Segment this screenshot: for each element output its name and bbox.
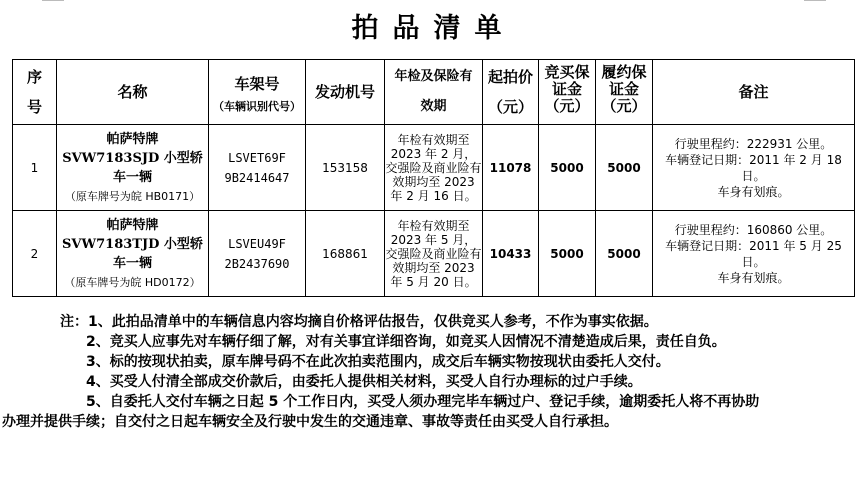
frame-part-1: LSVEU49F <box>228 236 286 251</box>
row-deposit: 5000 <box>539 211 596 297</box>
header-start-price: 起拍价（元） <box>483 60 539 125</box>
row-index: 1 <box>13 125 57 211</box>
row-performance: 5000 <box>596 125 653 211</box>
table-row <box>13 211 855 297</box>
note-2: 2、竞买人应事先对车辆仔细了解，对有关事宜详细咨询，如竞买人因情况不清楚造成后果，责任自负。 <box>86 334 726 350</box>
row-remark <box>653 125 855 211</box>
vehicle-name: 帕萨特牌 SVW7183SJD 小型轿车一辆 <box>62 131 203 185</box>
header-name: 名称 <box>57 60 209 125</box>
row-engine: 168861 <box>306 211 385 297</box>
header-performance: 履约保证金（元） <box>596 60 653 125</box>
header-inspection: 年检及保险有效期 <box>385 60 483 125</box>
remark-registration: 车辆登记日期：2011 年 2 月 18 日。 <box>665 152 842 183</box>
header-frame-sub: （车辆识别代号） <box>213 100 301 113</box>
header-deposit: 竞买保证金（元） <box>539 60 596 125</box>
top-left-edge-mark <box>42 0 64 2</box>
note-1: 注：1、此拍品清单中的车辆信息内容均摘自价格评估报告，仅供竞买人参考，不作为事实依据。 <box>60 314 658 330</box>
remark-condition: 车身有划痕。 <box>717 270 790 285</box>
vehicle-original-plate: （原车牌号为皖 HB0171） <box>64 189 201 203</box>
top-right-edge-mark <box>804 0 826 2</box>
vehicle-original-plate: （原车牌号为皖 HD0172） <box>64 275 201 289</box>
vehicle-name: 帕萨特牌 SVW7183TJD 小型轿车一辆 <box>62 217 203 271</box>
page-title: 拍品清单 <box>351 13 516 44</box>
table-row <box>13 125 855 211</box>
row-deposit: 5000 <box>539 125 596 211</box>
row-remark <box>653 211 855 297</box>
row-frame <box>209 211 306 297</box>
frame-part-2: 9B2414647 <box>224 170 290 185</box>
row-performance: 5000 <box>596 211 653 297</box>
header-remark: 备注 <box>653 60 855 125</box>
row-start-price: 10433 <box>483 211 539 297</box>
row-engine: 153158 <box>306 125 385 211</box>
header-index: 序号 <box>13 60 57 125</box>
row-inspection: 年检有效期至 2023 年 5 月，交强险及商业险有效期均至 2023 年 5 月 20 日。 <box>385 211 483 297</box>
note-4: 4、买受人付清全部成交价款后，由委托人提供相关材料，买受人自行办理标的过户手续。 <box>86 374 642 390</box>
header-frame-main: 车架号 <box>234 75 280 93</box>
note-3: 3、标的按现状拍卖，原车牌号码不在此次拍卖范围内，成交后车辆实物按现状由委托人交付。 <box>86 354 670 370</box>
frame-part-1: LSVET69F <box>228 150 286 165</box>
row-start-price: 11078 <box>483 125 539 211</box>
note-5-continued: 办理并提供手续；自交付之日起车辆安全及行驶中发生的交通违章、事故等责任由买受人自行承担。 <box>2 414 618 430</box>
header-frame <box>209 60 306 125</box>
row-index: 2 <box>13 211 57 297</box>
remark-registration: 车辆登记日期：2011 年 5 月 25 日。 <box>665 238 842 269</box>
note-5: 5、自委托人交付车辆之日起 5 个工作日内，买受人须办理完毕车辆过户、登记手续，逾期委托人将不再协助 <box>86 394 760 410</box>
remark-mileage: 行驶里程约：222931 公里。 <box>674 136 833 151</box>
row-name <box>57 125 209 211</box>
row-name <box>57 211 209 297</box>
header-engine: 发动机号 <box>306 60 385 125</box>
table-header-row <box>13 60 855 125</box>
notes-section <box>2 312 850 432</box>
row-inspection: 年检有效期至 2023 年 2 月，交强险及商业险有效期均至 2023 年 2 月 16 日。 <box>385 125 483 211</box>
frame-part-2: 2B2437690 <box>224 256 290 271</box>
row-frame <box>209 125 306 211</box>
auction-item-table <box>12 59 855 297</box>
remark-mileage: 行驶里程约：160860 公里。 <box>674 222 833 237</box>
remark-condition: 车身有划痕。 <box>717 184 790 199</box>
